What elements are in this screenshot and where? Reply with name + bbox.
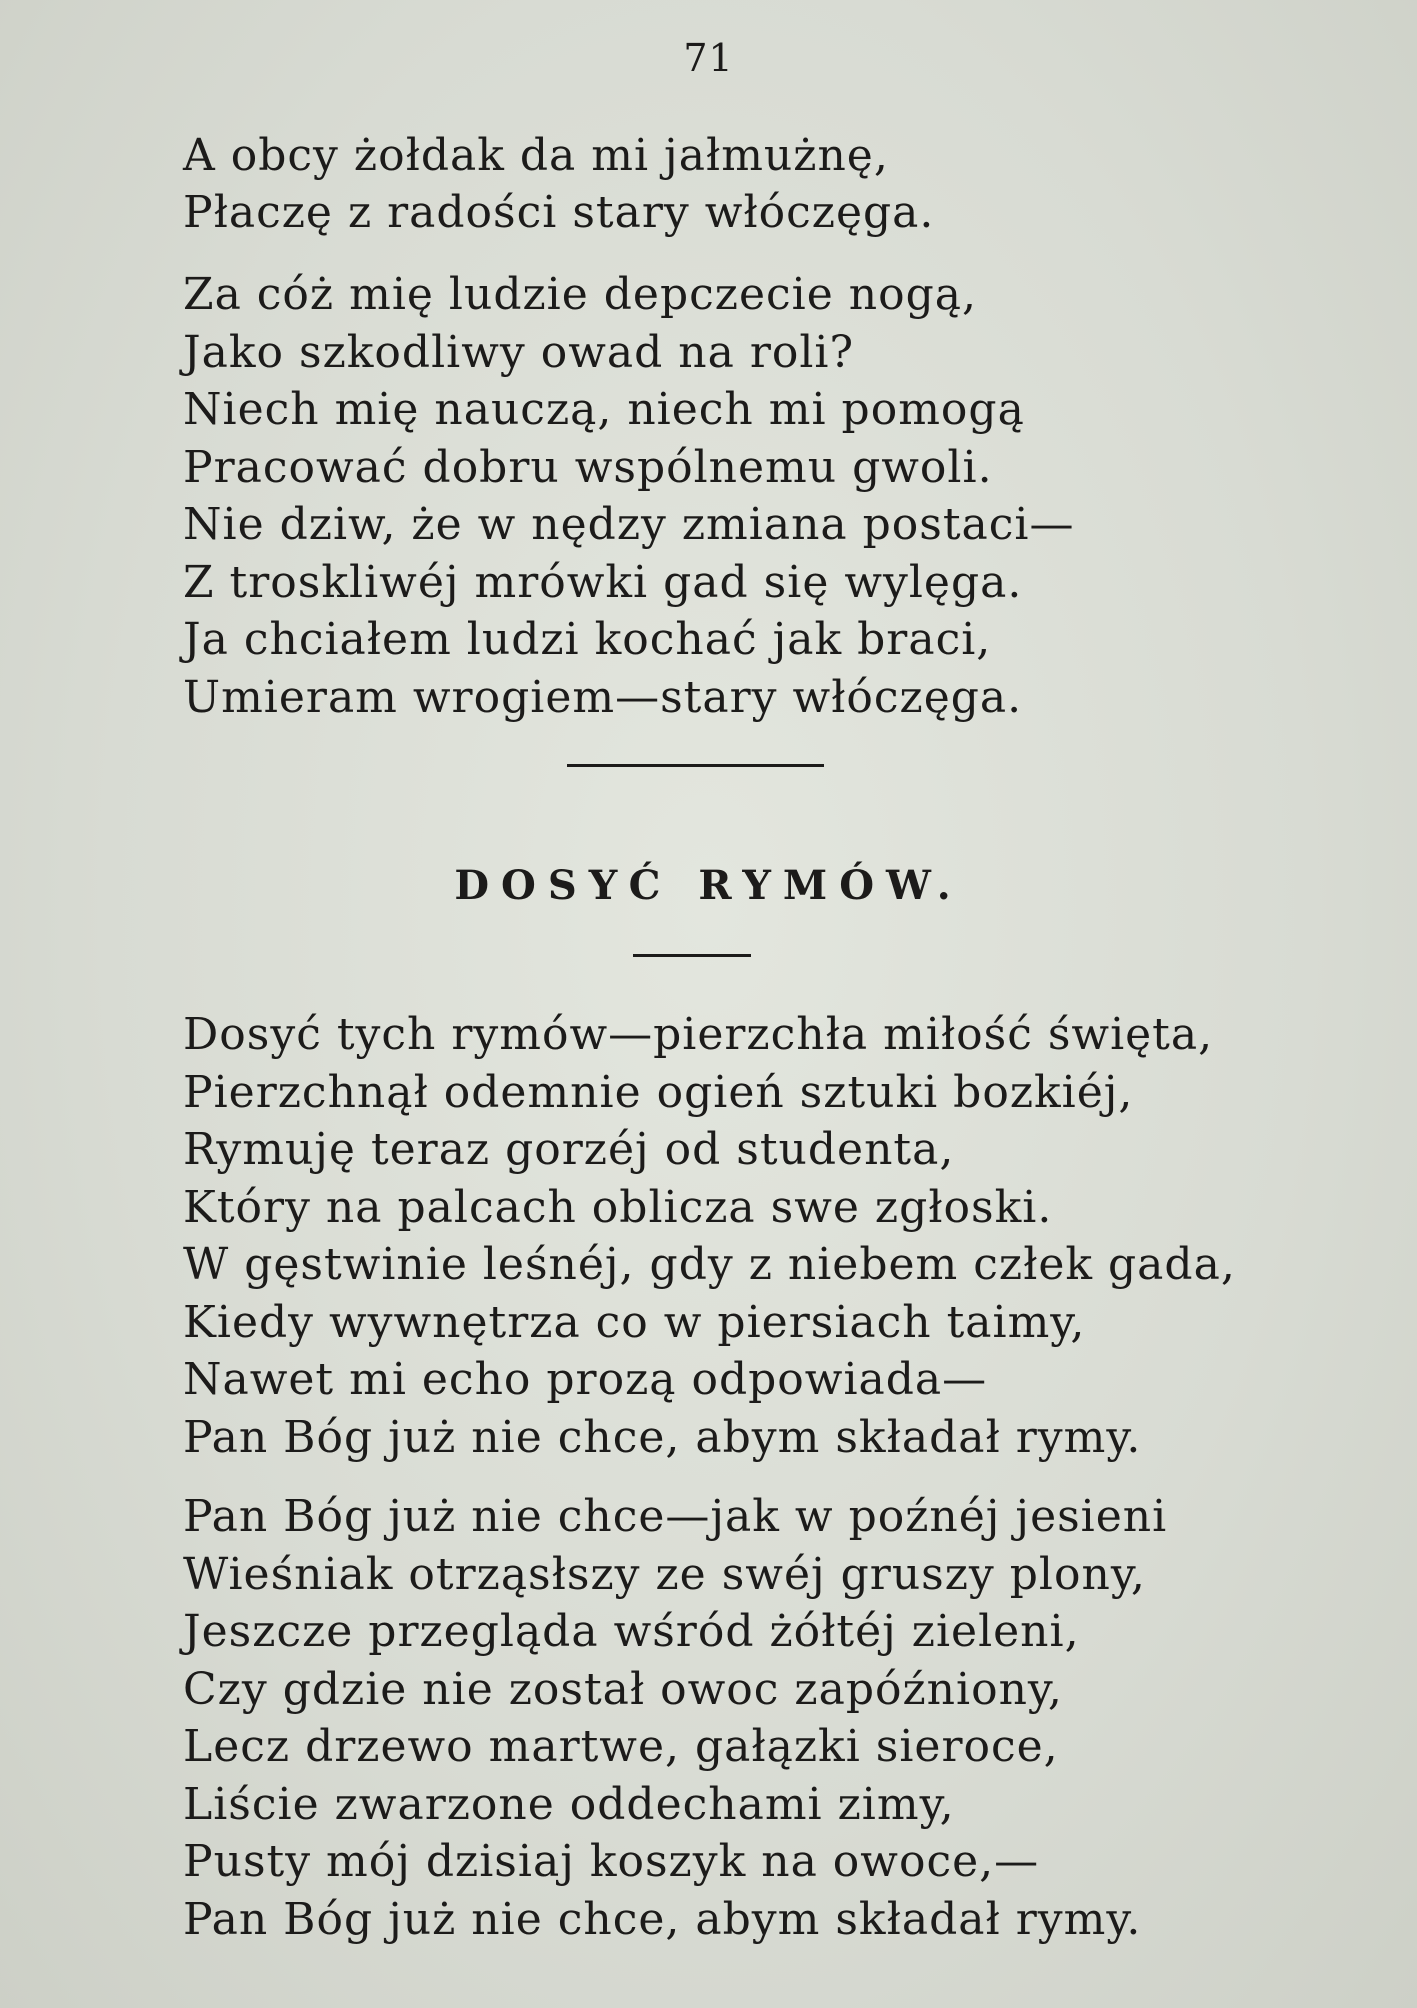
verse-line: Pracować dobru wspólnemu gwoli. <box>183 441 993 493</box>
verse-line: Płaczę z radości stary włóczęga. <box>183 187 935 238</box>
stanza <box>183 1006 1236 1466</box>
verse-line: Czy gdzie nie został owoc zapóźniony, <box>183 1663 1063 1715</box>
verse-line: Rymuję teraz gorzéj od studenta, <box>183 1124 955 1175</box>
poem-title: DOSYĆ RYMÓW. <box>454 862 963 909</box>
verse-line: Pierzchnął odemnie ogień sztuki bozkiéj, <box>183 1066 1134 1118</box>
verse-line: Jeszcze przegląda wśród żółtéj zieleni, <box>183 1606 1080 1657</box>
verse-line: Pusty mój dzisiaj koszyk na owoce,— <box>183 1836 1040 1887</box>
stanza <box>183 127 934 241</box>
verse-line: Ja chciałem ludzi kochać jak braci, <box>183 614 992 665</box>
verse-line: Pan Bóg już nie chce, abym składał rymy. <box>183 1893 1142 1945</box>
verse-line: Jako szkodliwy owad na roli? <box>183 326 855 378</box>
verse-line: Dosyć tych rymów—pierzchła miłość święta, <box>183 1009 1214 1060</box>
stanza <box>183 266 1075 726</box>
verse-line: Wieśniak otrząsłszy ze swéj gruszy plony, <box>183 1548 1146 1600</box>
verse-line: Liście zwarzone oddechami zimy, <box>183 1778 955 1830</box>
verse-line: Pan Bóg już nie chce—jak w poźnéj jesieni <box>183 1491 1168 1542</box>
verse-line: Umieram wrogiem—stary włóczęga. <box>183 671 1023 723</box>
page-number: 71 <box>683 36 734 80</box>
title-underline <box>633 954 751 957</box>
verse-line: Nie dziw, że w nędzy zmiana postaci— <box>183 499 1075 550</box>
verse-line: Niech mię nauczą, niech mi pomogą <box>183 384 1025 435</box>
verse-line: Kiedy wywnętrza co w piersiach taimy, <box>183 1296 1086 1348</box>
verse-line: Nawet mi echo prozą odpowiada— <box>183 1354 988 1405</box>
verse-line: Lecz drzewo martwe, gałązki sieroce, <box>183 1721 1059 1772</box>
verse-line: Z troskliwéj mrówki gad się wylęga. <box>183 556 1023 608</box>
verse-line: Pan Bóg już nie chce, abym składał rymy. <box>183 1411 1142 1463</box>
verse-line: W gęstwinie leśnéj, gdy z niebem człek gada, <box>183 1239 1236 1290</box>
section-divider <box>567 764 824 767</box>
stanza <box>183 1488 1167 1948</box>
verse-line: Który na palcach oblicza swe zgłoski. <box>183 1181 1053 1233</box>
verse-line: A obcy żołdak da mi jałmużnę, <box>183 130 889 181</box>
verse-line: Za cóż mię ludzie depczecie nogą, <box>183 269 977 320</box>
